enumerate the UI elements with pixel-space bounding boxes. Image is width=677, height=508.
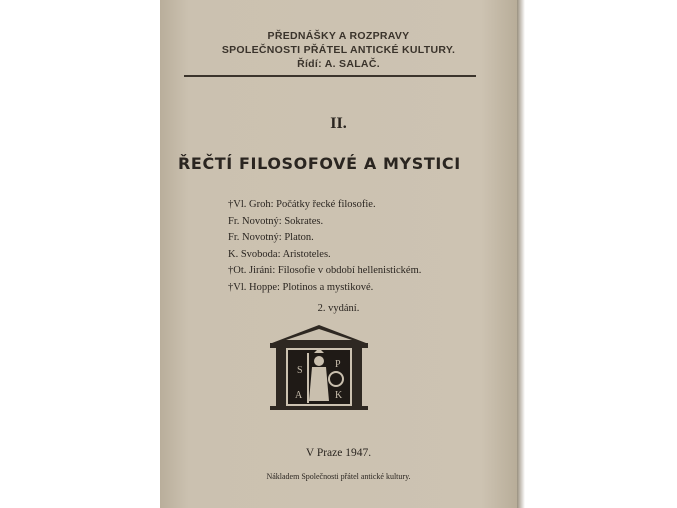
volume-number: II. [330,115,347,132]
book-title: ŘEČTÍ FILOSOFOVÉ A MYSTICI [178,154,461,173]
series-line-1: PŘEDNÁŠKY A ROZPRAVY [267,30,410,42]
dagger-mark: † [228,265,234,276]
author: Fr. Novotný [228,232,279,243]
divider-rule [184,75,476,77]
work-title: Sokrates. [284,215,324,227]
page-edge-shadow [517,0,525,508]
temple-athena-emblem-icon [264,323,374,411]
author: K. Svoboda [228,248,278,260]
dagger-mark: † [228,199,234,210]
work-title: Filosofie v období hellenistickém. [277,265,422,276]
emblem-letter: S [297,365,303,376]
contents-item: Fr. Novotný: Platon. [228,230,421,247]
author: Vl. Hoppe [233,281,277,293]
author: Fr. Novotný [228,215,279,227]
edition-note: 2. vydání. [317,303,360,314]
emblem-letter: P [335,359,341,370]
series-line-2: SPOLEČNOSTI PŘÁTEL ANTICKÉ KULTURY. [221,44,456,56]
contents-list [228,197,421,296]
work-title: Počátky řecké filosofie. [276,199,376,210]
contents-item: K. Svoboda: Aristoteles. [228,247,421,264]
author: Ot. Jiráni [233,265,273,276]
place-and-year: V Praze 1947. [305,447,372,459]
work-title: Aristoteles. [282,248,331,260]
series-editor: Řídí: A. SALAČ. [297,58,380,70]
work-title: Plotinos a mystikové. [282,281,374,293]
contents-item: †Ot. Jiráni: Filosofie v období hellenistickém. [228,263,421,280]
author: Vl. Groh [233,199,271,210]
work-title: Platon. [284,232,314,243]
dagger-mark: † [228,281,234,293]
publisher-line: Nákladem Společnosti přátel antické kultury. [266,472,411,481]
contents-item: Fr. Novotný: Sokrates. [228,214,421,231]
contents-item: †Vl. Groh: Počátky řecké filosofie. [228,197,421,214]
emblem-letter: A [295,390,303,401]
contents-item: †Vl. Hoppe: Plotinos a mystikové. [228,280,421,297]
emblem-letter: K [335,390,343,401]
title-page [160,0,517,508]
